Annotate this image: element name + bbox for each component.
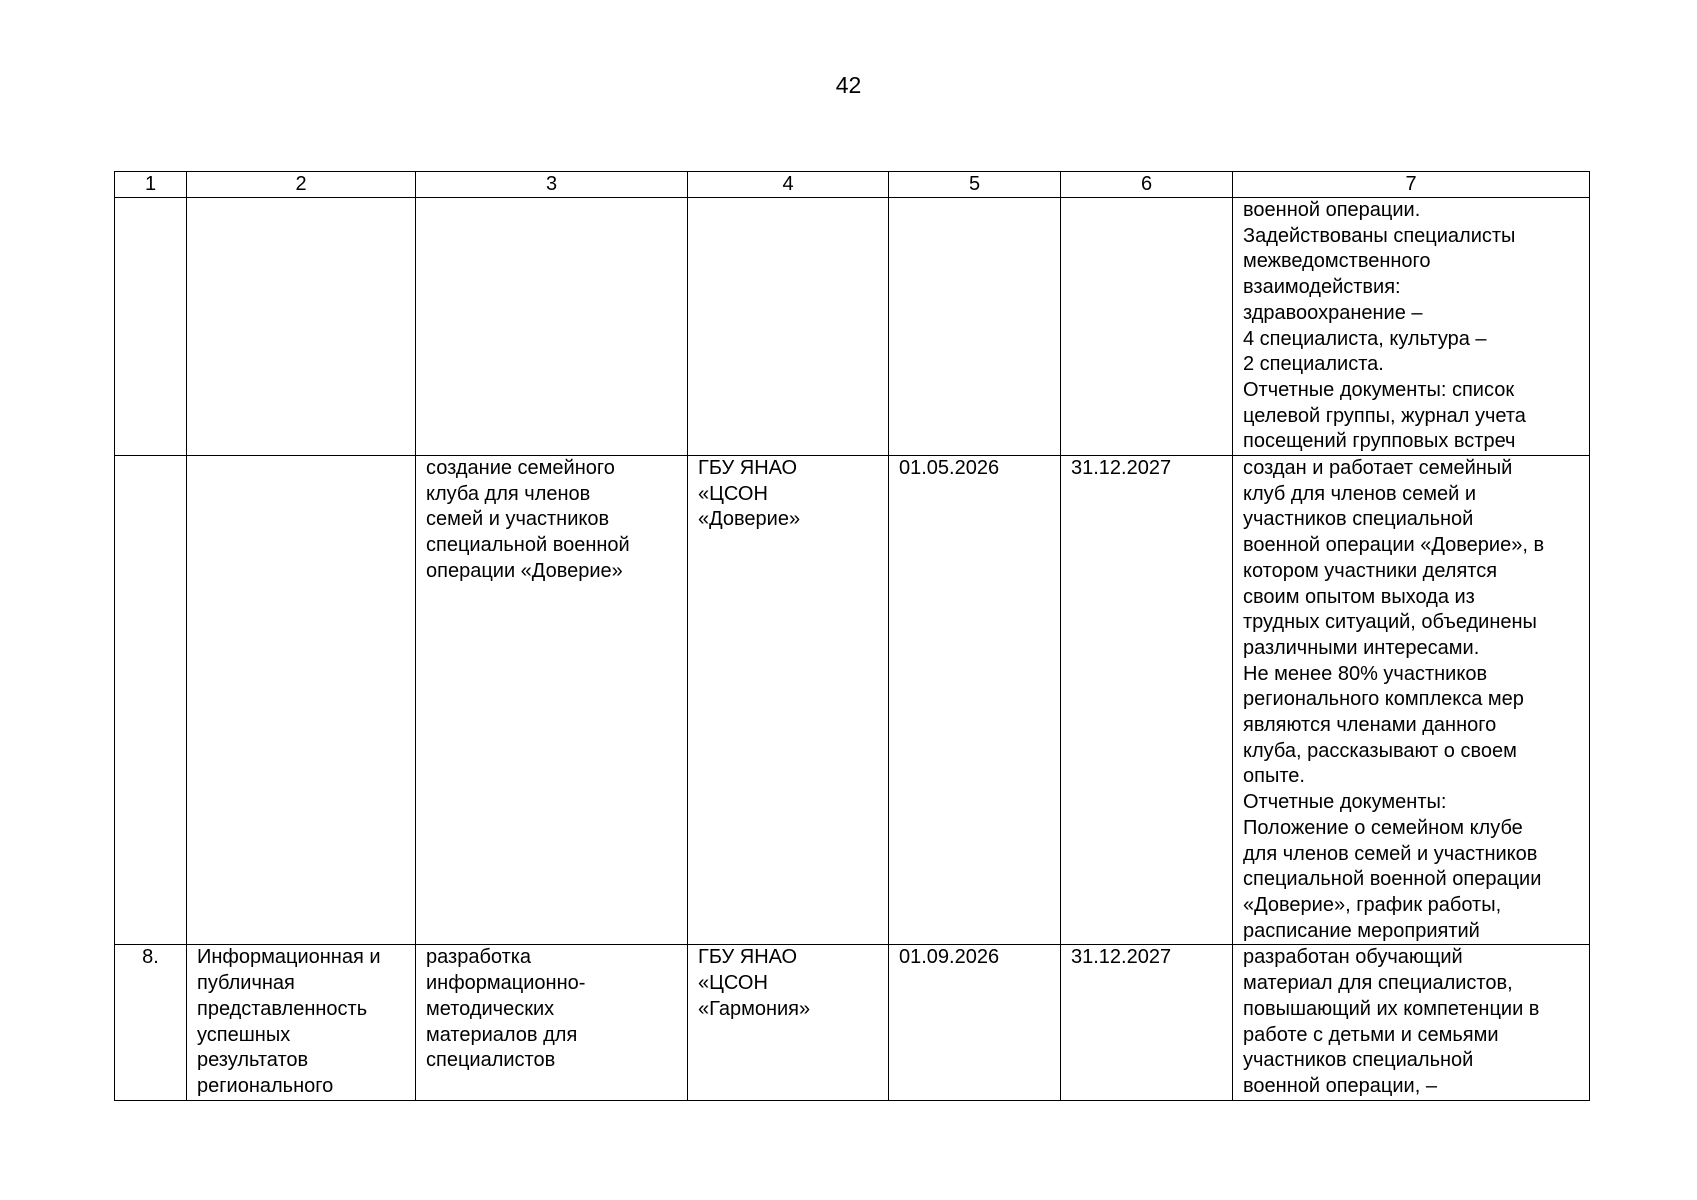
cell-name <box>187 456 416 945</box>
cell-number <box>115 456 187 945</box>
cell-text-line: опыте. <box>1243 765 1305 788</box>
cell-end-date: 31.12.2027 <box>1061 456 1233 945</box>
cell-end-date <box>1061 198 1233 456</box>
cell-text-line: посещений групповых встреч <box>1243 430 1516 453</box>
cell-text-line: специальной военной операции <box>1243 868 1542 891</box>
cell-start-date: 01.09.2026 <box>889 945 1061 1100</box>
cell-text-line: своим опытом выхода из <box>1243 585 1475 608</box>
cell-text-line: «Гармония» <box>698 997 811 1020</box>
cell-text-line: военной операции, – <box>1243 1074 1437 1097</box>
cell-action <box>416 456 688 945</box>
cell-text-line: Информационная и <box>197 946 381 969</box>
cell-text-line: создание семейного <box>426 457 615 480</box>
cell-text-line: материалов для <box>426 1023 578 1046</box>
cell-text-line: целевой группы, журнал учета <box>1243 404 1526 427</box>
cell-text-line: ГБУ ЯНАО <box>698 946 798 969</box>
cell-text-line: успешных <box>197 1023 291 1046</box>
cell-result <box>1233 456 1590 945</box>
cell-text-line: разработан обучающий <box>1243 946 1463 969</box>
cell-text-line: Положение о семейном клубе <box>1243 816 1523 839</box>
cell-result <box>1233 198 1590 456</box>
measures-table <box>114 171 1590 1101</box>
cell-text-line: специальной военной <box>426 534 630 557</box>
cell-text-line: взаимодействия: <box>1243 276 1401 299</box>
page-number: 42 <box>835 72 862 98</box>
cell-text-line: трудных ситуаций, объединены <box>1243 611 1537 634</box>
table-header-row <box>115 172 1590 198</box>
cell-text-line: 4 специалиста, культура – <box>1243 327 1487 350</box>
header-col-4: 4 <box>688 172 889 198</box>
table-row <box>115 198 1590 456</box>
cell-text-line: семей и участников <box>426 508 610 531</box>
cell-text-line: работе с детьми и семьями <box>1243 1023 1499 1046</box>
cell-text-line: «ЦСОН <box>698 972 768 995</box>
cell-text-line: участников специальной <box>1243 508 1474 531</box>
cell-text-line: военной операции «Доверие», в <box>1243 534 1545 557</box>
cell-end-date: 31.12.2027 <box>1061 945 1233 1100</box>
cell-text-line: регионального <box>197 1074 334 1097</box>
cell-name <box>187 198 416 456</box>
cell-text-line: информационно- <box>426 972 586 995</box>
cell-text-line: «ЦСОН <box>698 482 768 505</box>
cell-text-line: являются членами данного <box>1243 714 1497 737</box>
cell-text-line: расписание мероприятий <box>1243 919 1480 942</box>
header-col-1: 1 <box>115 172 187 198</box>
header-col-6: 6 <box>1061 172 1233 198</box>
cell-text-line: Задействованы специалисты <box>1243 224 1516 247</box>
cell-text-line: 2 специалиста. <box>1243 353 1384 376</box>
cell-text-line: здравоохранение – <box>1243 301 1423 324</box>
table-row <box>115 456 1590 945</box>
cell-text-line: публичная <box>197 972 295 995</box>
cell-result <box>1233 945 1590 1100</box>
cell-text-line: межведомственного <box>1243 250 1431 273</box>
cell-text-line: ГБУ ЯНАО <box>698 457 798 480</box>
cell-text-line: Отчетные документы: <box>1243 791 1447 814</box>
cell-text-line: «Доверие», график работы, <box>1243 893 1502 916</box>
cell-executor <box>688 456 889 945</box>
header-col-5: 5 <box>889 172 1061 198</box>
cell-executor <box>688 945 889 1100</box>
cell-text-line: клуб для членов семей и <box>1243 482 1477 505</box>
cell-text-line: клуба, рассказывают о своем <box>1243 739 1517 762</box>
cell-text-line: котором участники делятся <box>1243 559 1498 582</box>
cell-name <box>187 945 416 1100</box>
cell-text-line: различными интересами. <box>1243 636 1480 659</box>
cell-action <box>416 945 688 1100</box>
cell-text-line: операции «Доверие» <box>426 559 623 582</box>
header-col-7: 7 <box>1233 172 1590 198</box>
cell-text-line: специалистов <box>426 1049 556 1072</box>
cell-text-line: методических <box>426 997 555 1020</box>
cell-text-line: повышающий их компетенции в <box>1243 997 1540 1020</box>
cell-text-line: регионального комплекса мер <box>1243 688 1524 711</box>
cell-text-line: военной операции. <box>1243 199 1421 221</box>
cell-text-line: представленность <box>197 997 368 1020</box>
cell-text-line: Не менее 80% участников <box>1243 662 1488 685</box>
cell-text-line: результатов <box>197 1049 309 1072</box>
cell-text-line: материал для специалистов, <box>1243 972 1513 995</box>
cell-text-line: для членов семей и участников <box>1243 842 1538 865</box>
cell-executor <box>688 198 889 456</box>
header-col-3: 3 <box>416 172 688 198</box>
cell-number <box>115 198 187 456</box>
cell-text-line: участников специальной <box>1243 1049 1474 1072</box>
cell-text-line: клуба для членов <box>426 482 591 505</box>
cell-number: 8. <box>115 945 187 1100</box>
cell-text-line: создан и работает семейный <box>1243 457 1513 480</box>
table-row <box>115 945 1590 1100</box>
header-col-2: 2 <box>187 172 416 198</box>
cell-start-date <box>889 198 1061 456</box>
cell-action <box>416 198 688 456</box>
cell-text-line: «Доверие» <box>698 508 801 531</box>
cell-text-line: разработка <box>426 946 532 969</box>
cell-start-date: 01.05.2026 <box>889 456 1061 945</box>
cell-text-line: Отчетные документы: список <box>1243 378 1515 401</box>
